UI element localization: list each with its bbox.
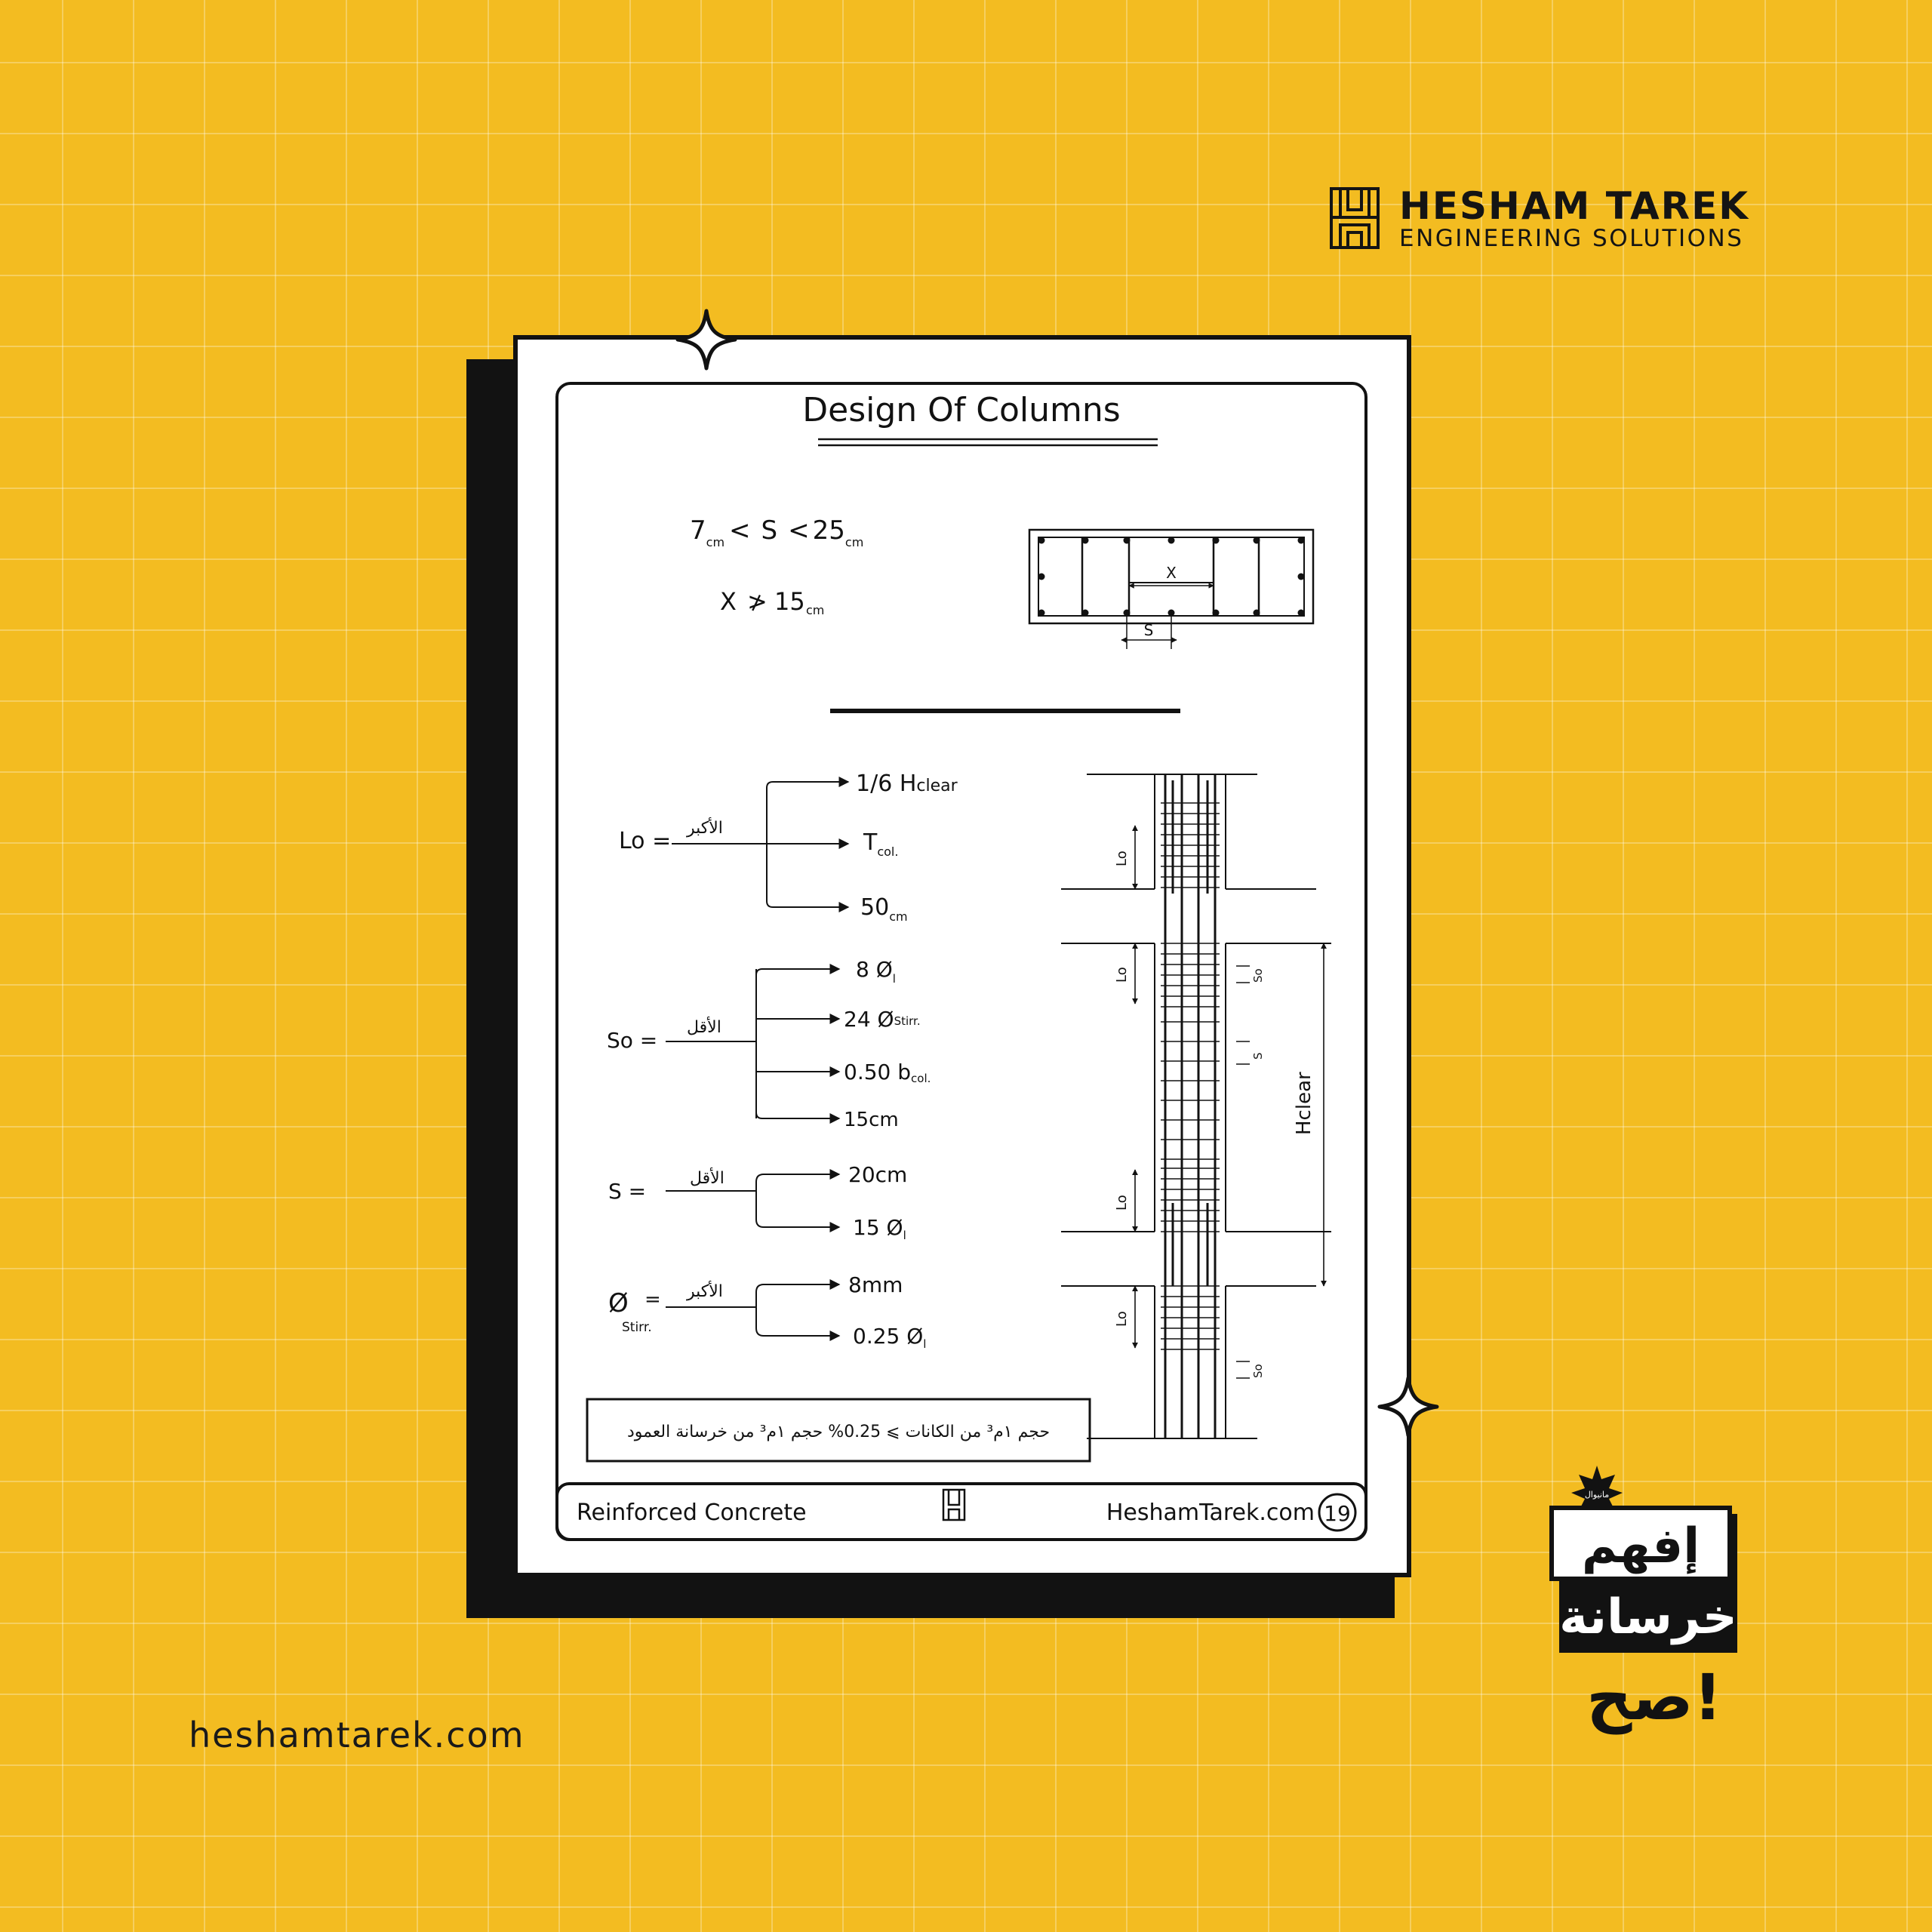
so-formula — [607, 957, 931, 1131]
so-option-4: 15cm — [844, 1109, 899, 1131]
svg-text:15 Øl — [853, 1215, 906, 1242]
s-option-1: 20cm — [848, 1162, 908, 1187]
s-max-unit: cm — [844, 535, 864, 549]
sparkle-icon — [1377, 1375, 1440, 1438]
s-min: 7 — [690, 515, 706, 546]
s-formula — [608, 1162, 907, 1242]
phi-option-2: 0.25 Ø — [853, 1324, 924, 1349]
elev-s-label: S — [1251, 1052, 1265, 1060]
volume-rule: حجم ١م³ من الكانات ⩾ 0.25% حجم ١م³ من خرسانة العمود — [626, 1423, 1051, 1441]
svg-text:50cm — [860, 894, 908, 924]
elev-lo-label-4: Lo — [1114, 1311, 1130, 1327]
phi-qualifier: الأكبر — [687, 1282, 723, 1301]
lo-option-3: 50 — [860, 894, 890, 921]
so-label: So = — [607, 1028, 658, 1053]
stamp-line-3: صح! — [1586, 1660, 1723, 1734]
lo-option-3-sub: cm — [889, 909, 908, 924]
stamp-line-2: خرسانة — [1559, 1589, 1737, 1645]
stamp-tag: مانيوال — [1584, 1490, 1610, 1500]
phi-label-sub: Stirr. — [622, 1320, 652, 1335]
brand-header — [1330, 184, 1752, 252]
s-option-2-sub: l — [903, 1229, 906, 1242]
footer-right: HeshamTarek.com — [1106, 1500, 1315, 1526]
x-unit: cm — [806, 603, 825, 617]
s-qualifier: الأقل — [690, 1169, 724, 1188]
svg-text:0.25 Øl — [853, 1324, 926, 1351]
svg-text:≯: ≯ — [747, 587, 768, 616]
page-number: 19 — [1324, 1501, 1351, 1526]
svg-text:24 ØStirr. — [844, 1007, 921, 1032]
svg-text:1/6 Hclear — [856, 771, 958, 797]
phi-formula — [608, 1272, 926, 1351]
phi-label: Ø — [608, 1288, 629, 1318]
svg-text:7cm<S<25cm: $7_{cm} < S < 25_{cm}$ — [690, 515, 864, 549]
phi-equals: = — [645, 1288, 661, 1311]
s-min-unit: cm — [706, 535, 725, 549]
s-symbol: S — [761, 515, 778, 546]
lo-label: Lo = — [619, 828, 672, 854]
x-symbol: X — [720, 587, 737, 616]
so-option-2: 24 Ø — [844, 1007, 894, 1032]
lo-option-1-sub: clear — [916, 777, 958, 795]
phi-option-2-sub: l — [923, 1337, 927, 1351]
so-option-1-sub: l — [892, 972, 896, 986]
lo-formula — [619, 771, 958, 924]
design-sheet — [554, 380, 1369, 1543]
so-option-3: 0.50 b — [844, 1060, 912, 1084]
elev-lo-label-2: Lo — [1114, 967, 1130, 983]
s-label: S = — [608, 1179, 647, 1204]
sparkle-icon — [675, 308, 738, 371]
elev-so-label-1: So — [1251, 968, 1265, 983]
elev-hclear-label: Hclear — [1293, 1072, 1315, 1135]
brand-subtitle: ENGINEERING SOLUTIONS — [1399, 225, 1744, 252]
x-value: 15 — [774, 587, 805, 616]
so-option-3-sub: col. — [911, 1072, 931, 1085]
s-option-2: 15 Ø — [853, 1215, 903, 1240]
elev-lo-label-1: Lo — [1114, 851, 1130, 866]
section-s-label: S — [1143, 621, 1154, 639]
svg-text:0.50 bcol. — [844, 1060, 931, 1085]
section-x-label: X — [1166, 564, 1177, 582]
lo-option-2: T — [863, 829, 878, 856]
phi-option-1: 8mm — [848, 1272, 903, 1297]
so-option-2-sub: Stirr. — [894, 1014, 921, 1028]
brand-name: HESHAM TAREK — [1399, 184, 1750, 228]
so-qualifier: الأقل — [687, 1018, 721, 1037]
lo-option-1: 1/6 H — [856, 771, 917, 797]
sheet-title: Design Of Columns — [802, 391, 1121, 429]
so-option-1: 8 Ø — [856, 957, 893, 982]
footer-left: Reinforced Concrete — [577, 1500, 807, 1526]
column-elevation — [1061, 774, 1331, 1438]
svg-text:Tcol. — [863, 829, 898, 859]
lo-option-2-sub: col. — [877, 844, 899, 859]
stamp-badge — [1549, 1464, 1745, 1743]
website-url[interactable]: heshamtarek.com — [189, 1715, 525, 1755]
lo-qualifier: الأكبر — [687, 819, 723, 838]
svg-text:8 Øl — [856, 957, 896, 986]
brand-logo-icon — [1330, 187, 1380, 249]
stamp-line-1: إفهم — [1581, 1518, 1700, 1574]
elev-so-label-2: So — [1251, 1364, 1265, 1378]
footer-logo-icon — [943, 1490, 964, 1520]
s-max: 25 — [812, 515, 845, 546]
elev-lo-label-3: Lo — [1114, 1195, 1130, 1211]
